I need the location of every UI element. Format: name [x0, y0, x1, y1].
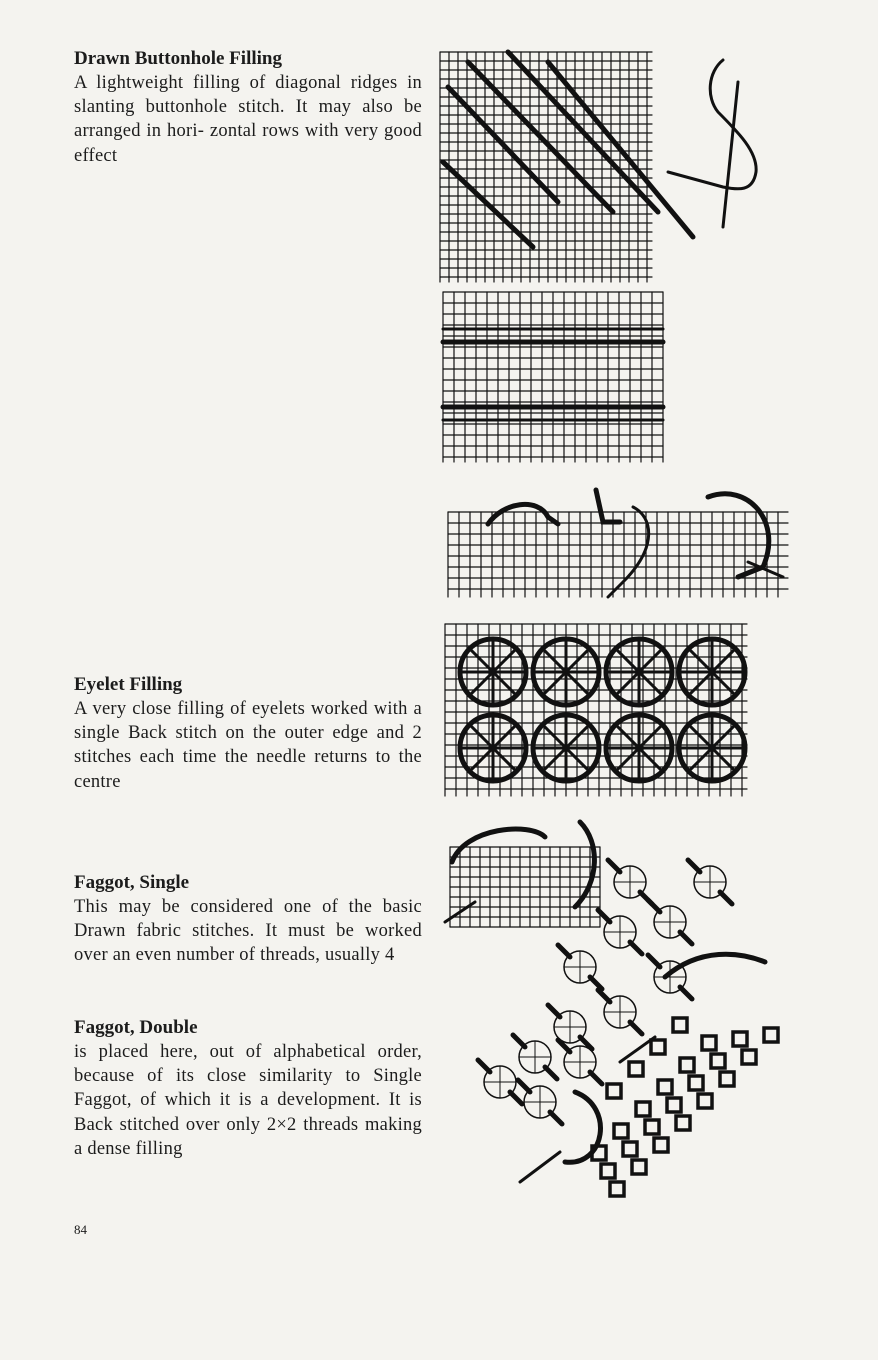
entry-faggot-single: [74, 871, 422, 968]
description-line: A lightweight filling of diagonal: [74, 73, 341, 93]
description-line: ridges in slanting buttonhole stitch.: [74, 73, 423, 118]
page-number: 84: [74, 1222, 87, 1237]
entry-description: [74, 697, 422, 794]
entry-title: Faggot, Single: [74, 872, 190, 893]
description-line: is placed here, out of alphabetical: [74, 1042, 366, 1062]
description-line: with a single Back stitch on the outer: [74, 699, 422, 744]
faggot-stitch-illustration: [440, 812, 805, 1212]
description-line: edge and 2 stitches each time the: [74, 723, 422, 768]
description-line: only 2×2 threads making a dense: [74, 1114, 422, 1159]
drawn-threads-band-illustration: [438, 287, 673, 472]
description-line: order, because of its close similarity: [74, 1042, 422, 1087]
description-line: threads, usually 4: [260, 945, 395, 966]
description-line: This may be considered one of the: [74, 897, 373, 917]
entry-description: [74, 71, 422, 168]
entry-drawn-buttonhole-filling: [74, 47, 422, 168]
description-line: basic Drawn fabric stitches. It must: [74, 897, 422, 942]
entry-faggot-double: [74, 1016, 422, 1161]
entry-description: [74, 895, 422, 968]
description-line: zontal rows with very good effect: [74, 121, 423, 166]
entry-description: [74, 1040, 422, 1161]
needle-grid-illustration: [448, 482, 793, 607]
eyelet-filling-illustration: [443, 622, 753, 802]
description-line: be worked over an even number of: [74, 921, 422, 966]
description-line: A very close filling of eyelets worked: [74, 699, 368, 719]
description-line: needle returns to the centre: [74, 747, 423, 792]
description-line: filling: [135, 1138, 183, 1159]
description-line: to Single Faggot, of which it is a: [74, 1066, 423, 1111]
description-line: development. It is Back stitched over: [74, 1090, 423, 1135]
entry-title: Eyelet Filling: [74, 674, 183, 695]
entry-title: Faggot, Double: [74, 1017, 198, 1038]
drawn-buttonhole-illustration: [438, 42, 768, 292]
entry-title: Drawn Buttonhole Filling: [74, 48, 282, 69]
description-line: It may also be arranged in hori-: [74, 97, 422, 142]
entry-eyelet-filling: [74, 673, 422, 794]
